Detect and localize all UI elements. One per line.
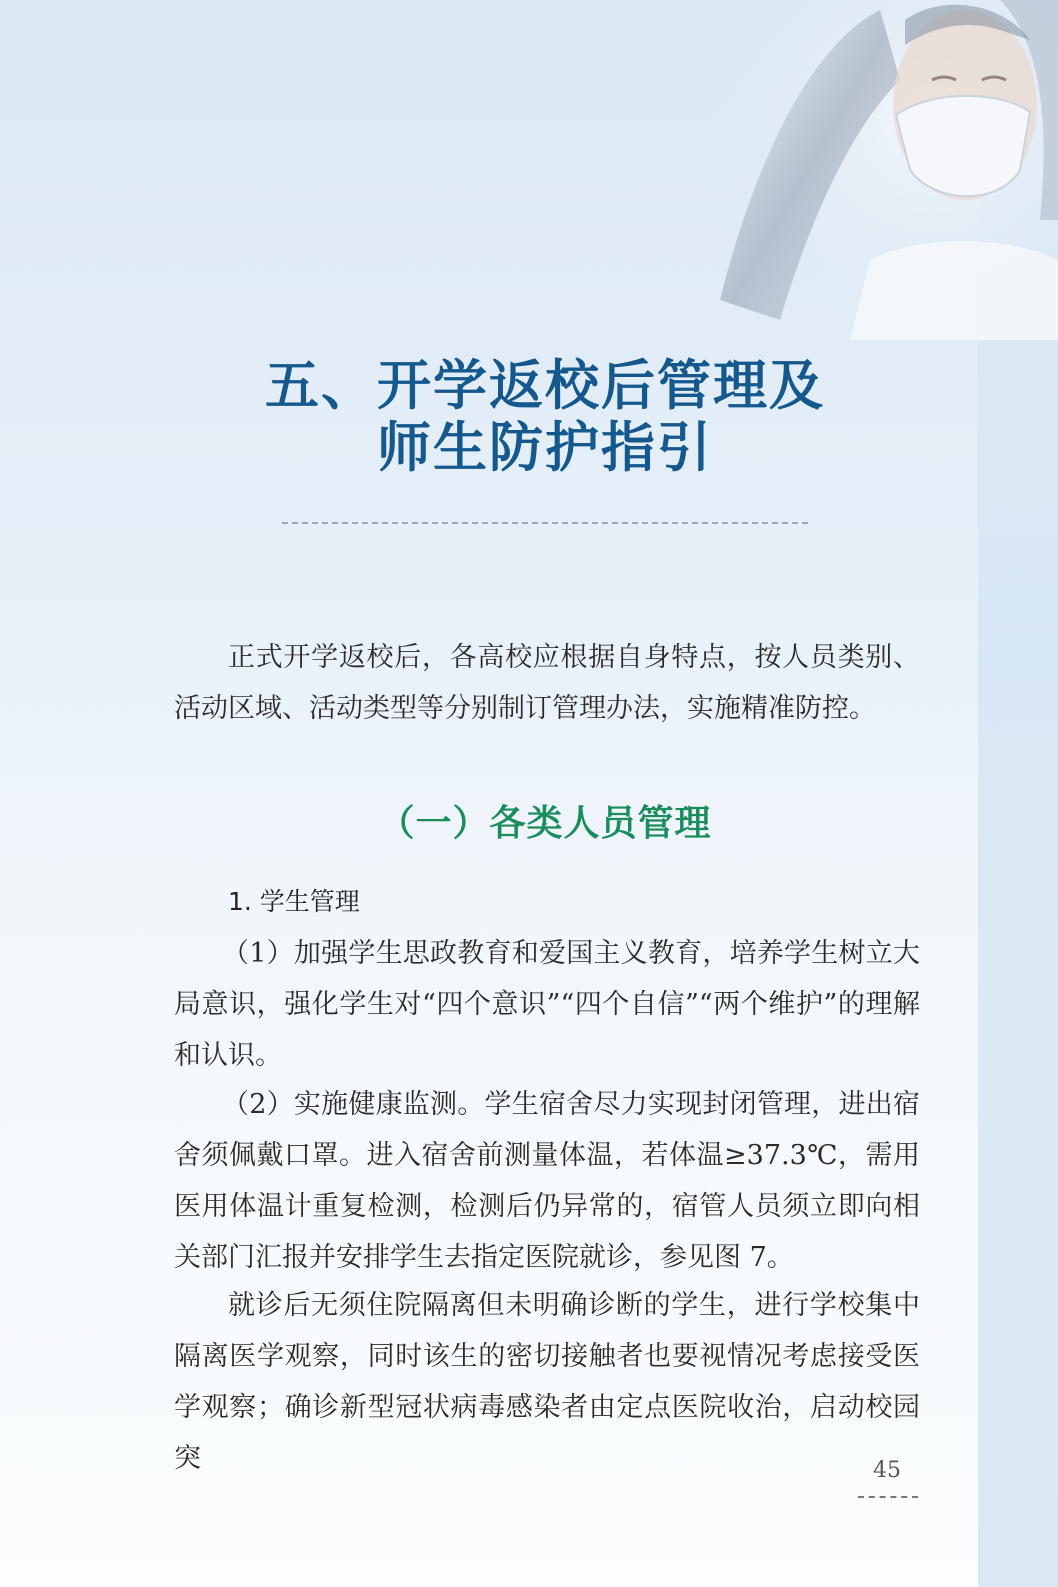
section-heading: （一）各类人员管理 (378, 802, 712, 844)
page-title (0, 355, 1058, 479)
paragraph-item-3: 就诊后无须住院隔离但未明确诊断的学生，进行学校集中隔离医学观察，同时该生的密切接触者也要视情况考虑接受医学观察；确诊新型冠状病毒感染者由定点医院收治，启动校园突 (174, 1290, 920, 1474)
page-number: 45 (873, 1458, 901, 1483)
paragraph-item-2: （2）实施健康监测。学生宿舍尽力实现封闭管理，进出宿舍须佩戴口罩。进入宿舍前测量体温，若体温≥37.3℃，需用医用体温计重复检测，检测后仍异常的，宿管人员须立即向相关部门汇报并安排学生去指定医院就诊，参见图 7。 (174, 1089, 920, 1273)
masked-woman-image (700, 0, 1058, 340)
page-number-divider (858, 1496, 918, 1498)
paragraph-item-1: （1）加强学生思政教育和爱国主义教育，培养学生树立大局意识，强化学生对“四个意识”“四个自信”“两个维护”的理解和认识。 (174, 938, 920, 1071)
title-line-2: 师生防护指引 (377, 416, 713, 479)
subsection-heading: 1. 学生管理 (228, 887, 360, 916)
title-line-1: 五、开学返校后管理及 (265, 354, 825, 417)
intro-paragraph: 正式开学返校后，各高校应根据自身特点，按人员类别、活动区域、活动类型等分别制订管理办法，实施精准防控。 (174, 642, 920, 724)
title-divider (282, 522, 808, 524)
